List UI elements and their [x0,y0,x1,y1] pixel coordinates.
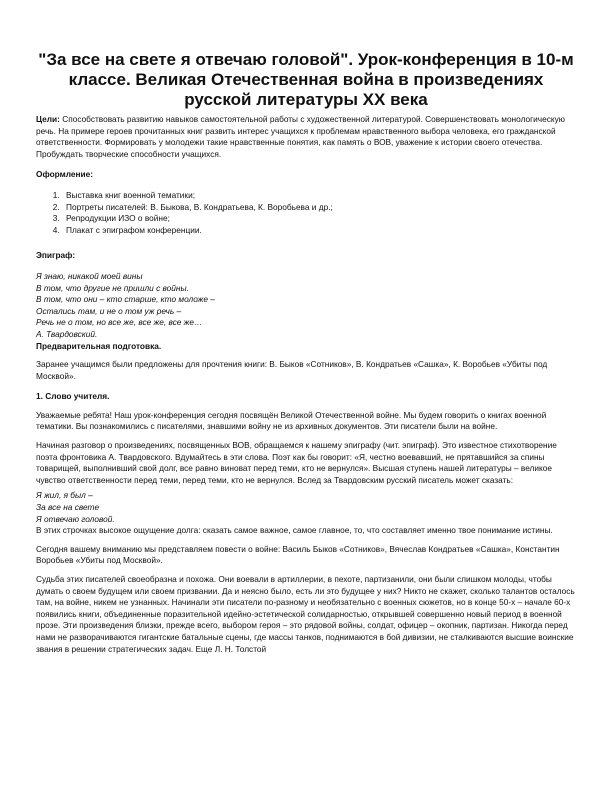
section-heading: 1. Слово учителя. [36,391,110,402]
design-heading: Оформление: [36,169,94,180]
document-body [36,114,576,655]
epigraph-heading: Эпиграф: [36,250,76,261]
quote-line: Я жил, я был – [36,490,93,501]
page-title: "За все на свете я отвечаю головой". Урок-конференция в 10-м классе. Великая Отечественная война в произведениях русской литературы XX века [38,50,574,109]
paragraph: Начиная разговор о произведениях, посвященных ВОВ, обращаемся к нашему эпиграфу (чит. эпиграф). Это известное стихотворение поэта фронтовика А. Твардовского. Вдумайтесь в эти слова. Поэт как бы говорит: «Я, честно воевавший, не прятавшийся за спины товарищей, выполнивший свой долг, все равно виноват перед теми, кто не вернулся». Высшая ступень нашей литературы – великое чувство ответственности перед теми, перед теми, кто не вернулся. Вслед за Твардовским русский писатель может сказать: [36,440,557,485]
list-item: 1. Выставка книг военной тематики; [62,190,576,202]
list-item: 4. Плакат с эпиграфом конференции. [62,225,576,237]
goals-paragraph [36,114,576,160]
quote-poem [36,490,576,525]
quote-line: Я отвечаю головой. [36,513,115,524]
epigraph-line: В том, что они – кто старше, кто моложе – [36,294,215,305]
epigraph-line: Речь не о том, но все же, все же, все же… [36,317,203,328]
goals-text: Способствовать развитию навыков самостоятельной работы с художественной литературой. Совершенствовать монологическую речь. На примере героев прочитанных книг развить интерес учащихся к проблемам нравственного выбора человека, его гражданской ответственности. Формировать у молодежи такие нравственные понятия, как память о ВОВ, уважение к истории своего отечества. Пробуждать творческие способности учащихся. [36,114,565,159]
list-item: 3. Репродукции ИЗО о войне; [62,213,576,225]
paragraph: В этих строчках высокое ощущение долга: сказать самое важное, самое главное, то, что составляет именно твое понимание истины. [36,525,553,536]
epigraph-line: В том, что другие не пришли с войны. [36,282,189,293]
paragraph: Уважаемые ребята! Наш урок-конференция сегодня посвящён Великой Отечественной войне. Мы будем говорить о книгах военной тематики. Вы познакомились с писателями, знавшими войну не из архивных документов. Эти писатели были на войне. [36,409,547,432]
preparation-text: Заранее учащимся были предложены для прочтения книги: В. Быков «Сотников», В. Кондратьев «Сашка», К. Воробьев «Убиты под Москвой». [36,359,548,381]
quote-line: За все на свете [36,502,100,513]
paragraph: Судьба этих писателей своеобразна и похожа. Они воевали в артиллерии, в пехоте, партизанили, они были слишком молоды, чтобы думать о своем будущем или своем призвании. Да и неясно было, есть ли это будущее у них? Никто не скажет, сколько талантов осталось там, на войне, никем не узнанных. Начинали эти писатели по-разному и необязательно с военных сюжетов, но в конце 50-х – начале 60-х появились книги, объединенные поразительной идейно-эстетической солидарностью, открывшей совершенно новый период в военной прозе. Эти произведения близки, прежде всего, выбором героя – это рядовой войны, солдат, офицер – окопник, партизан. Никогда перед нами не разворачиваются гигантские батальные сцены, где массы танков, поднимаются в бой дивизии, не сталкиваются высшие воинские звания в решении стратегических задач. Еще Л. Н. Толстой [36,574,575,654]
epigraph-line: Остались там, и не о том уж речь – [36,305,182,316]
goals-label: Цели: [36,114,60,124]
paragraph: Сегодня вашему вниманию мы представляем повести о войне: Василь Быков «Сотников», Вячеслав Кондратьев «Сашка», Константин Воробьев «Убиты под Москвой». [36,543,560,566]
list-item: 2. Портреты писателей: В. Быкова, В. Кондратьева, К. Воробьева и др.; [62,202,576,214]
epigraph-poem [36,271,576,341]
epigraph-author: А. Твардовский. [36,328,98,339]
preparation-heading: Предварительная подготовка. [36,340,162,351]
epigraph-line: Я знаю, никакой моей вины [36,270,143,281]
design-list [36,190,576,236]
